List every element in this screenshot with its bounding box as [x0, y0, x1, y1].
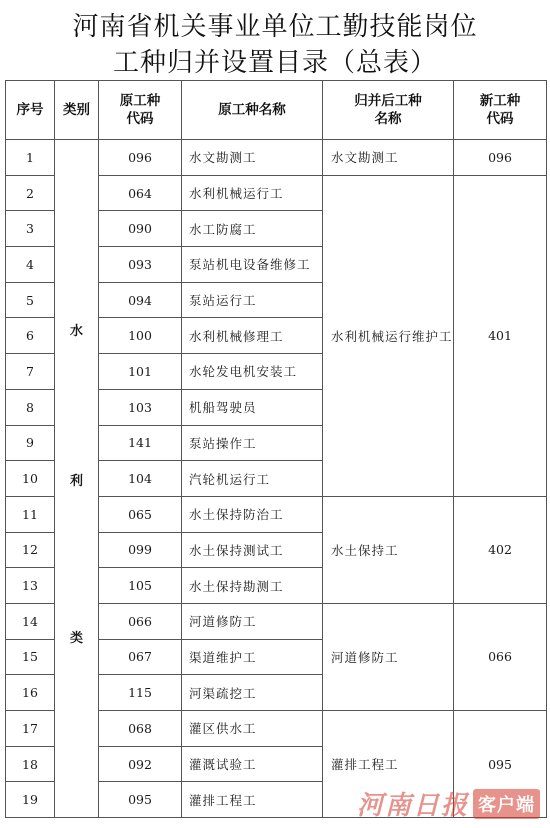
seq-cell: 14 [6, 603, 55, 639]
orig-code-cell: 066 [99, 603, 182, 639]
orig-name-cell: 泵站机电设备维修工 [182, 247, 323, 283]
orig-name-cell: 水利机械修理工 [182, 318, 323, 354]
seq-cell: 7 [6, 354, 55, 390]
category-char: 水 [69, 324, 83, 339]
orig-name-cell: 水利机械运行工 [182, 175, 323, 211]
orig-code-cell: 094 [99, 282, 182, 318]
orig-name-cell: 灌排工程工 [182, 782, 323, 818]
seq-cell: 9 [6, 425, 55, 461]
seq-cell: 13 [6, 568, 55, 604]
orig-code-cell: 105 [99, 568, 182, 604]
orig-code-cell: 103 [99, 389, 182, 425]
seq-cell: 1 [6, 140, 55, 176]
orig-code-cell: 101 [99, 354, 182, 390]
orig-name-cell: 泵站操作工 [182, 425, 323, 461]
watermark-brand: 河南日报 [356, 791, 469, 821]
new-code-cell: 402 [454, 496, 547, 603]
seq-cell: 12 [6, 532, 55, 568]
orig-name-cell: 汽轮机运行工 [182, 461, 323, 497]
watermark-tag: 客户端 [473, 789, 540, 819]
orig-name-cell: 水土保持测试工 [182, 532, 323, 568]
orig-name-cell: 泵站运行工 [182, 282, 323, 318]
orig-name-cell: 水土保持防治工 [182, 496, 323, 532]
merged-name-cell: 水土保持工 [323, 496, 454, 603]
header-orig-code: 原工种代码 [99, 81, 182, 140]
seq-cell: 19 [6, 782, 55, 818]
orig-code-cell: 115 [99, 675, 182, 711]
table-row [6, 140, 547, 176]
new-code-cell: 401 [454, 175, 547, 496]
merged-name-cell: 水文勘测工 [323, 140, 454, 176]
header-category: 类别 [55, 81, 99, 140]
orig-code-cell: 141 [99, 425, 182, 461]
category-char: 类 [69, 631, 83, 646]
seq-cell: 8 [6, 389, 55, 425]
seq-cell: 15 [6, 639, 55, 675]
seq-cell: 17 [6, 711, 55, 747]
orig-name-cell: 机船驾驶员 [182, 389, 323, 425]
new-code-cell: 066 [454, 603, 547, 710]
header-new-code: 新工种代码 [454, 81, 547, 140]
header-orig-name: 原工种名称 [182, 81, 323, 140]
category-cell [55, 140, 99, 818]
table-header-row [6, 81, 547, 140]
orig-name-cell: 河道修防工 [182, 603, 323, 639]
seq-cell: 16 [6, 675, 55, 711]
new-code-cell: 096 [454, 140, 547, 176]
orig-code-cell: 095 [99, 782, 182, 818]
seq-cell: 2 [6, 175, 55, 211]
orig-code-cell: 067 [99, 639, 182, 675]
orig-code-cell: 096 [99, 140, 182, 176]
category-char: 利 [69, 474, 83, 489]
merged-name-cell: 河道修防工 [323, 603, 454, 710]
seq-cell: 10 [6, 461, 55, 497]
seq-cell: 3 [6, 211, 55, 247]
orig-name-cell: 河渠疏挖工 [182, 675, 323, 711]
orig-code-cell: 064 [99, 175, 182, 211]
job-catalog-table [5, 80, 547, 818]
orig-code-cell: 068 [99, 711, 182, 747]
seq-cell: 5 [6, 282, 55, 318]
orig-code-cell: 100 [99, 318, 182, 354]
orig-code-cell: 093 [99, 247, 182, 283]
orig-name-cell: 水工防腐工 [182, 211, 323, 247]
orig-code-cell: 099 [99, 532, 182, 568]
orig-name-cell: 水文勘测工 [182, 140, 323, 176]
orig-name-cell: 灌溉试验工 [182, 746, 323, 782]
seq-cell: 11 [6, 496, 55, 532]
orig-name-cell: 水轮发电机安装工 [182, 354, 323, 390]
seq-cell: 4 [6, 247, 55, 283]
orig-code-cell: 065 [99, 496, 182, 532]
merged-name-cell: 灌排工程工 [323, 711, 454, 818]
merged-name-cell: 水利机械运行维护工 [323, 175, 454, 496]
orig-code-cell: 090 [99, 211, 182, 247]
header-seq: 序号 [6, 81, 55, 140]
orig-code-cell: 092 [99, 746, 182, 782]
orig-name-cell: 灌区供水工 [182, 711, 323, 747]
orig-name-cell: 渠道维护工 [182, 639, 323, 675]
document-title-line2: 工种归并设置目录（总表） [112, 48, 437, 78]
orig-code-cell: 104 [99, 461, 182, 497]
new-code-cell: 095 [454, 711, 547, 818]
document-title-line1: 河南省机关事业单位工勤技能岗位 [72, 12, 478, 42]
header-merged-name: 归并后工种名称 [323, 81, 454, 140]
seq-cell: 6 [6, 318, 55, 354]
seq-cell: 18 [6, 746, 55, 782]
orig-name-cell: 水土保持勘测工 [182, 568, 323, 604]
